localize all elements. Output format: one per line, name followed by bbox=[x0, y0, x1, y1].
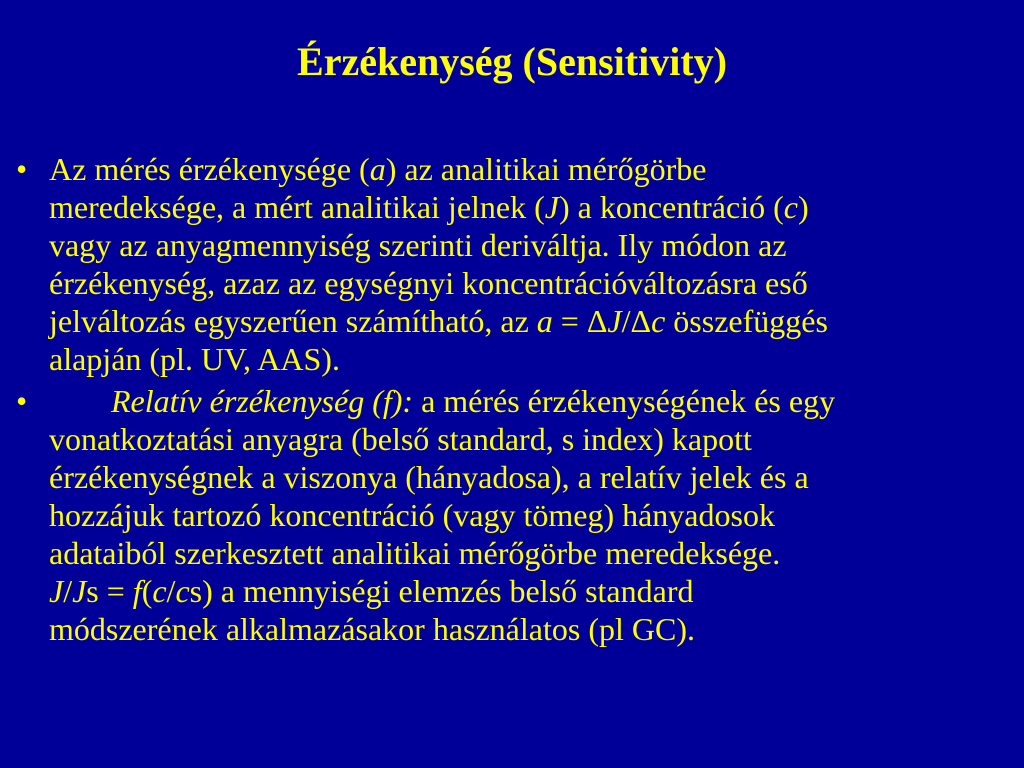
bullet1-line5: jelváltozás egyszerűen számítható, az a = ΔJ/Δc összefüggés bbox=[49, 303, 828, 339]
bullet2-line1: Relatív érzékenység (f): a mérés érzékenységének és egy bbox=[111, 383, 836, 419]
bullet2-line5: adataiból szerkesztett analitikai mérőgörbe meredeksége. bbox=[49, 535, 781, 571]
bullet2-line7: módszerének alkalmazásakor használatos (pl GC). bbox=[49, 611, 695, 647]
bullet2-line2: vonatkoztatási anyagra (belső standard, s index) kapott bbox=[49, 421, 752, 457]
bullet1-line6: alapján (pl. UV, AAS). bbox=[49, 341, 340, 377]
bullet-icon: • bbox=[16, 151, 28, 187]
bullet1-line3: vagy az anyagmennyiség szerinti deriváltja. Ily módon az bbox=[49, 227, 787, 263]
title-paren-open: ( bbox=[522, 39, 536, 84]
bullet2-line3: érzékenységnek a viszonya (hányadosa), a relatív jelek és a bbox=[49, 459, 809, 495]
bullet1-line4: érzékenység, azaz az egységnyi koncentrációváltozásra eső bbox=[49, 265, 808, 301]
title-english: Sensitivity bbox=[535, 39, 714, 84]
title-paren-close: ) bbox=[713, 39, 727, 84]
bullet-relative-sensitivity bbox=[16, 382, 1016, 648]
slide-title bbox=[0, 38, 1024, 86]
bullet1-line2: meredeksége, a mért analitikai jelnek (J) a koncentráció (c) bbox=[49, 189, 809, 225]
bullet-icon: • bbox=[16, 383, 28, 419]
bullet-list bbox=[16, 150, 1016, 648]
relative-sensitivity-term: Relatív érzékenység (f): bbox=[111, 383, 414, 419]
bullet-sensitivity bbox=[16, 150, 1016, 378]
bullet2-line6: J/Js = f(c/cs) a mennyiségi elemzés belső standard bbox=[49, 573, 694, 609]
bullet1-line1: Az mérés érzékenysége (a) az analitikai mérőgörbe bbox=[49, 151, 707, 187]
title-main: Érzékenység bbox=[297, 39, 523, 84]
bullet2-line4: hozzájuk tartozó koncentráció (vagy tömeg) hányadosok bbox=[49, 497, 775, 533]
